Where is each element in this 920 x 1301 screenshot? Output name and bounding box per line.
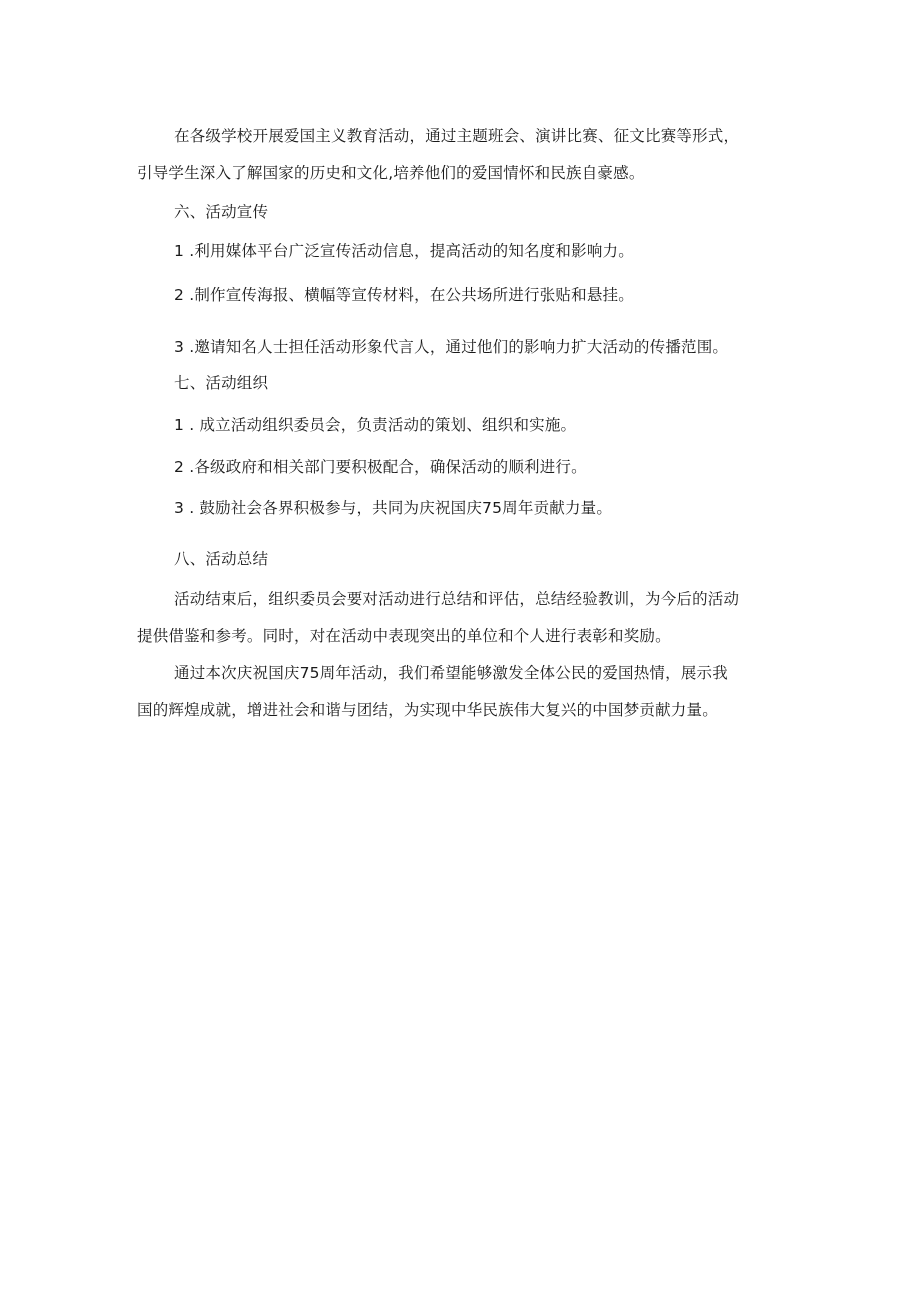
summary-paragraph-1-line-2: 提供借鉴和参考。同时，对在活动中表现突出的单位和个人进行表彰和奖励。 (137, 627, 671, 645)
summary-paragraph-2-line-2: 国的辉煌成就，增进社会和谐与团结，为实现中华民族伟大复兴的中国梦贡献力量。 (137, 701, 718, 719)
publicity-item-1: 1 .利用媒体平台广泛宣传活动信息，提高活动的知名度和影响力。 (174, 242, 634, 260)
section-heading-summary: 八、活动总结 (174, 550, 269, 568)
organization-item-3: 3 . 鼓励社会各界积极参与，共同为庆祝国庆75周年贡献力量。 (174, 499, 613, 517)
section-heading-organization: 七、活动组织 (174, 374, 269, 392)
organization-item-2: 2 .各级政府和相关部门要积极配合，确保活动的顺利进行。 (174, 458, 587, 476)
summary-paragraph-2-line-1: 通过本次庆祝国庆75周年活动，我们希望能够激发全体公民的爱国热情，展示我 (174, 664, 728, 682)
intro-paragraph-line-2: 引导学生深入了解国家的历史和文化,培养他们的爱国情怀和民族自豪感。 (137, 164, 645, 182)
summary-paragraph-1-line-1: 活动结束后，组织委员会要对活动进行总结和评估，总结经验教训，为今后的活动 (174, 590, 740, 608)
organization-item-1: 1 . 成立活动组织委员会，负责活动的策划、组织和实施。 (174, 416, 577, 434)
section-heading-publicity: 六、活动宣传 (174, 203, 269, 221)
publicity-item-3: 3 .邀请知名人士担任活动形象代言人，通过他们的影响力扩大活动的传播范围。 (174, 338, 729, 356)
publicity-item-2: 2 .制作宣传海报、横幅等宣传材料，在公共场所进行张贴和悬挂。 (174, 286, 634, 304)
intro-paragraph-line-1: 在各级学校开展爱国主义教育活动，通过主题班会、演讲比赛、征文比赛等形式， (174, 127, 740, 145)
